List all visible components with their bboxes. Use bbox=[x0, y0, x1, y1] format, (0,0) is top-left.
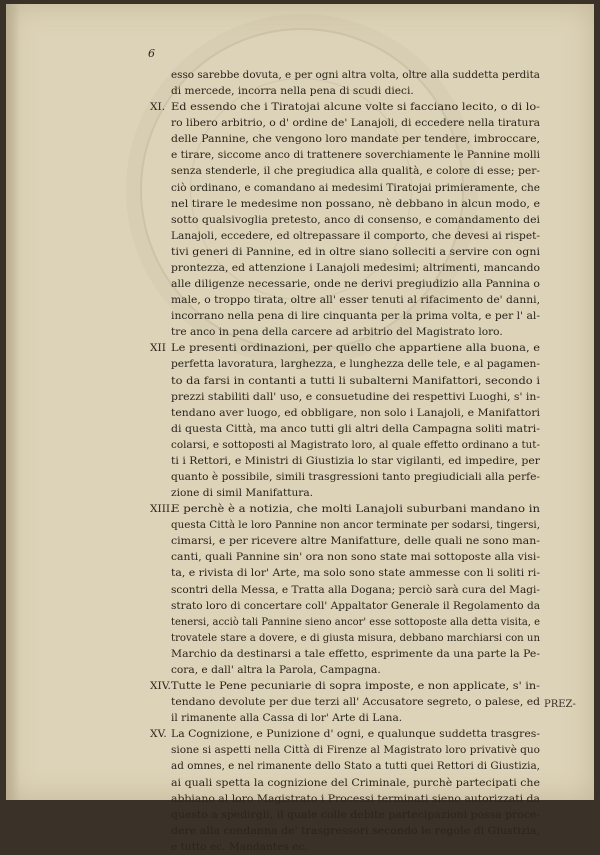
text-line: tenersi, acciò tali Pannine sieno ancor' esse sottoposte alla detta visita, e bbox=[171, 615, 540, 628]
text-line: tendano devolute per due terzi all' Accusatore segreto, o palese, ed bbox=[171, 696, 540, 709]
text-line: sione si aspetti nella Città di Firenze al Magistrato loro privativè quo bbox=[171, 744, 540, 757]
text-line: prezzi stabiliti dall' uso, e consuetudine dei respettivi Luoghi, s' in- bbox=[171, 390, 540, 403]
text-line: Le presenti ordinazioni, per quello che appartiene alla buona, e bbox=[171, 342, 540, 355]
text-line: tre anco in pena della carcere ad arbitrio del Magistrato loro. bbox=[171, 326, 503, 339]
text-line: ro libero arbitrio, o d' ordine de' Lanajoli, di eccedere nella tiratura bbox=[171, 117, 540, 130]
text-line: scontri della Messa, e Tratta alla Dogana; perciò sarà cura del Magi- bbox=[171, 583, 540, 596]
text-line: E perchè è a notizia, che molti Lanajoli suburbani mandano in bbox=[171, 503, 540, 516]
text-line: questa Città le loro Pannine non ancor terminate per sodarsi, tingersi, bbox=[171, 519, 540, 532]
text-line: prontezza, ed attenzione i Lanajoli medesimi; altrimenti, mancando bbox=[171, 261, 540, 274]
page-edge-shadow bbox=[6, 4, 20, 800]
page-number: 6 bbox=[148, 47, 155, 60]
text-line: ta, e rivista di lor' Arte, ma solo sono state ammesse con li soliti ri- bbox=[171, 567, 540, 580]
text-line: tendano aver luogo, ed obbligare, non solo i Lanajoli, e Manifattori bbox=[171, 406, 540, 419]
text-line: e tutto ec. Mandantes ec. bbox=[171, 840, 308, 853]
section-numeral: XI. bbox=[150, 101, 166, 114]
text-line: Marchio da destinarsi a tale effetto, esprimente da una parte la Pe- bbox=[171, 647, 540, 660]
text-line: strato loro di concertare coll' Appaltator Generale il Regolamento da bbox=[171, 599, 540, 612]
text-line: senza stenderle, il che pregiudica alla qualità, e colore di esse; per- bbox=[171, 165, 540, 178]
text-line: esso sarebbe dovuta, e per ogni altra volta, oltre alla suddetta perdita bbox=[171, 69, 540, 81]
text-line: incorrano nella pena di lire cinquanta per la prima volta, e per l' al- bbox=[171, 310, 540, 323]
text-line: to da farsi in contanti a tutti li subalterni Manifattori, secondo i bbox=[171, 374, 540, 387]
text-line: tivi generi di Pannine, ed in oltre siano solleciti a servire con ogni bbox=[171, 245, 540, 258]
text-line: canti, quali Pannine sin' ora non sono state mai sottoposte alla visi- bbox=[171, 551, 540, 564]
text-line: perfetta lavoratura, larghezza, e lunghezza delle tele, e al pagamen- bbox=[171, 358, 540, 371]
text-line: Tutte le Pene pecuniarie di sopra imposte, e non applicate, s' in- bbox=[171, 680, 540, 693]
text-line: ciò ordinano, e comandano ai medesimi Tiratojai primieramente, che bbox=[171, 181, 540, 194]
text-line: La Cognizione, e Punizione d' ogni, e qualunque suddetta trasgres- bbox=[171, 728, 540, 741]
text-line: il rimanente alla Cassa di lor' Arte di Lana. bbox=[171, 712, 403, 725]
text-line: alle diligenze necessarie, onde ne derivi pregiudizio alla Pannina o bbox=[171, 278, 540, 291]
text-line: nel tirare le medesime non possano, nè debbano in alcun modo, e bbox=[171, 197, 540, 210]
text-line: colarsi, e sottoposti al Magistrato loro, al quale effetto ordinano a tut- bbox=[171, 438, 540, 451]
text-line: Ed essendo che i Tiratojai alcune volte si facciano lecito, o di lo- bbox=[171, 101, 540, 114]
text-line: dere alla condanna de' trasgressori secondo le regole di Giustizia, bbox=[171, 824, 540, 837]
text-line: di questa Città, ma anco tutti gli altri della Campagna soliti matri- bbox=[171, 422, 540, 435]
text-line: cora, e dall' altra la Parola, Campagna. bbox=[171, 663, 381, 676]
text-line: trovatele stare a dovere, e di giusta misura, debbano marchiarsi con un bbox=[171, 631, 540, 644]
text-line: abbiano al loro Magistrato i Processi terminati sieno autorizzati da bbox=[171, 792, 540, 805]
section-numeral: XV. bbox=[150, 728, 167, 741]
text-line: ai quali spetta la cognizione del Criminale, purchè partecipati che bbox=[171, 776, 540, 789]
text-line: questo a spedirgli, il quale colle debite partecipazioni possa proce- bbox=[171, 808, 540, 821]
text-line: cimarsi, e per ricevere altre Manifatture, delle quali ne sono man- bbox=[171, 535, 540, 548]
text-line: quanto è possibile, simili trasgressioni tanto pregiudiciali alla perfe- bbox=[171, 471, 540, 483]
section-numeral: XIII. bbox=[150, 503, 174, 516]
text-line: male, o troppo tirata, oltre all' esser tenuti al rifacimento de' danni, bbox=[171, 294, 540, 307]
catchword: PREZ- bbox=[544, 699, 576, 710]
text-line: ti i Rettori, e Ministri di Giustizia lo star vigilanti, ed impedire, per bbox=[171, 454, 540, 467]
text-line: e tirare, siccome anco di trattenere soverchiamente le Pannine molli bbox=[171, 149, 540, 162]
text-line: sotto qualsivoglia pretesto, anco di consenso, e comandamento dei bbox=[171, 213, 540, 226]
section-numeral: XIV. bbox=[150, 680, 171, 693]
text-line: Lanajoli, eccedere, ed oltrepassare il comporto, che devesi ai rispet- bbox=[171, 229, 540, 242]
text-line: zione di simil Manifattura. bbox=[171, 487, 314, 500]
text-line: delle Pannine, che vengono loro mandate per tendere, imbroccare, bbox=[171, 133, 540, 146]
section-numeral: XII bbox=[150, 342, 166, 355]
text-line: di mercede, incorra nella pena di scudi dieci. bbox=[171, 85, 414, 98]
text-line: ad omnes, e nel rimanente dello Stato a tutti quei Rettori di Giustizia, bbox=[171, 760, 540, 773]
